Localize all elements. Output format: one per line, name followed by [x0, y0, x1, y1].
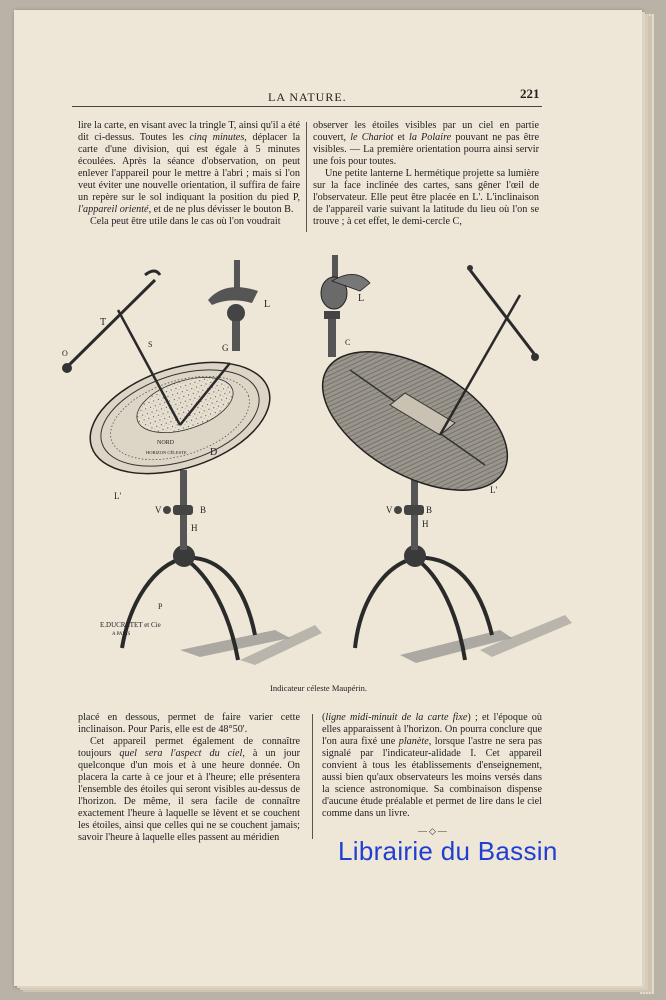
svg-text:NORD: NORD	[157, 440, 175, 446]
paragraph: lire la carte, en visant avec la tringle T, ainsi qu'il a été dit ci-dessus. Toutes les cinq minutes, déplacer la carte d'une division, qui est égale à 5 minutes écoulées. Après la séance d'observation, on peut enlever l'appareil pour le mettre à l'abri ; mais si l'on veut éviter une nouvelle orientation, il suffira de faire un repère sur le sol indiquant la position du pied P, l'appareil orienté, et de ne plus dévisser le bouton B.	[78, 120, 300, 215]
seller-watermark: Librairie du Bassin	[338, 836, 558, 866]
svg-text:E.DUCRETET et Cie: E.DUCRETET et Cie	[100, 621, 161, 629]
paragraph: observer les étoiles visibles par un ciel en partie couvert, le Chariot et la Polaire pouvant ne pas être visibles. — La première orientation pourra ainsi servir une fois pour toutes.	[313, 120, 539, 167]
svg-text:L: L	[358, 293, 365, 304]
svg-text:V: V	[155, 505, 162, 515]
header-rule	[72, 106, 542, 107]
left-instrument	[62, 260, 322, 665]
svg-text:P: P	[158, 602, 163, 611]
svg-text:L': L'	[490, 485, 498, 495]
text-column-top-left	[78, 120, 300, 228]
column-divider	[306, 122, 307, 232]
paragraph: Cela peut être utile dans le cas où l'on voudrait	[90, 216, 281, 227]
svg-text:B: B	[200, 505, 207, 515]
engraving-figure	[60, 255, 580, 675]
paragraph: Une petite lanterne L hermétique projette sa lumière sur la face inclinée des cartes, sans gêner l'œil de l'observateur. Elle peut être placée en L'. L'inclinaison de l'appareil varie suivant la latitude du lieu où l'on se trouve ; à cet effet, le demi-cercle C,	[313, 168, 539, 227]
svg-text:H: H	[191, 523, 198, 533]
column-divider	[312, 714, 313, 839]
paragraph: Cet appareil permet également de connaître toujours quel sera l'aspect du ciel, à un jour quelconque d'un mois et à une heure donnée. On placera la carte à ce jour et à l'heure; elle présentera l'ensemble des étoiles qui seront visibles au-dessus de l'horizon. De même, il sera facile de connaître exactement l'heure à laquelle se lèvent et se couchent les étoiles, ainsi que celles qui ne se couchent jamais; savoir l'heure à laquelle elles passent au méridien	[78, 736, 300, 843]
paragraph: (ligne midi-minuit de la carte fixe) ; et l'époque où elles apparaissent à l'horizon. On pourra conclure que l'on aura fixé une planète, lorsque l'astre ne sera pas signalé par l'indicateur-alidade I. Cet appareil convient à tous les établissements d'enseignement, aussi bien qu'aux observateurs les moins versés dans la science astronomique. Sa combinaison dispense d'aucune étude préalable et permet de lire dans le ciel comme dans un livre.	[322, 712, 543, 819]
svg-text:T: T	[100, 317, 107, 328]
svg-text:L: L	[264, 299, 271, 310]
figure-caption: Indicateur céleste Maupérin.	[270, 683, 367, 693]
svg-text:O: O	[62, 349, 68, 358]
svg-text:S: S	[148, 340, 153, 349]
svg-text:D: D	[210, 447, 218, 458]
celestial-indicator-illustration	[60, 255, 580, 675]
right-instrument	[300, 255, 572, 663]
running-title: LA NATURE.	[268, 90, 347, 104]
page-number: 221	[520, 86, 540, 101]
paragraph: placé en dessous, permet de faire varier cette inclinaison. Pour Paris, elle est de 48°50'.	[78, 712, 300, 735]
svg-text:G: G	[222, 343, 229, 353]
svg-text:A PARIS: A PARIS	[112, 632, 131, 637]
page-edge	[640, 14, 654, 994]
text-column-bottom-right	[322, 712, 542, 820]
svg-text:HORIZON CÉLESTE: HORIZON CÉLESTE	[146, 450, 187, 455]
svg-text:C: C	[345, 338, 351, 347]
fleuron-ornament: —◇—	[418, 826, 449, 836]
text-column-top-right	[313, 120, 539, 228]
svg-text:V: V	[386, 505, 393, 515]
svg-text:H: H	[422, 519, 429, 529]
text-column-bottom-left	[78, 712, 300, 844]
svg-text:L': L'	[114, 491, 122, 501]
svg-text:B: B	[426, 505, 433, 515]
